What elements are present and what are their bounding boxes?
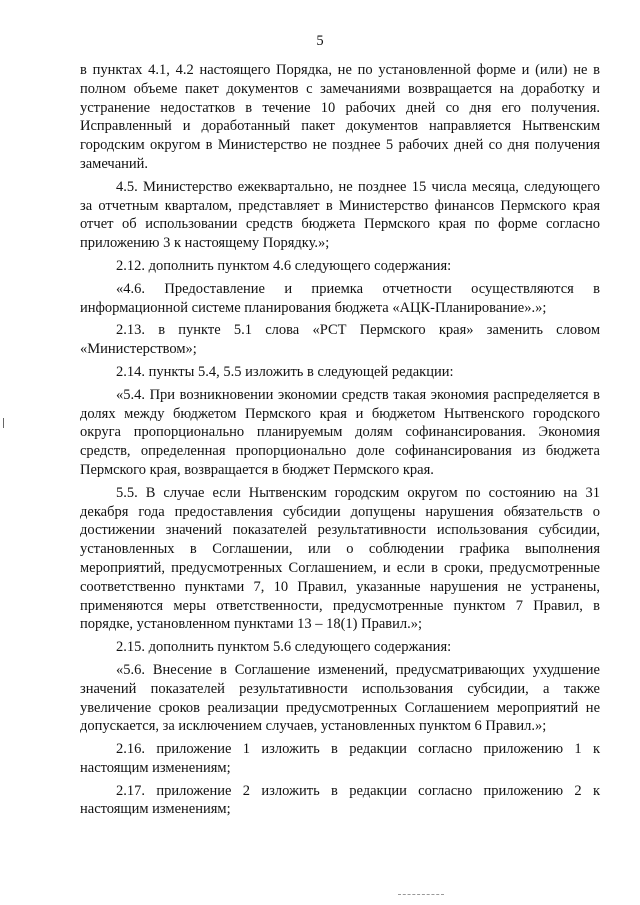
scan-footer-mark xyxy=(398,894,444,896)
paragraph-5-4: «5.4. При возникновении экономии средств такая экономия распределяется в долях между бюджетом Пермского края и бюджетом Нытвенского городского округа пропорционально планируемым долям софинансирования. Экономия средств, определенная пропорционально доле софинансирования из бюджета Пермского края, возвращается в бюджет Пермского края. xyxy=(80,386,600,478)
paragraph-continuation: в пунктах 4.1, 4.2 настоящего Порядка, не по установленной форме и (или) не в полном объеме пакет документов с замечаниями возвращается на доработку и устранение недостатков в течение 10 рабочих дней со дня его получения. Исправленный и доработанный пакет документов направляется Нытвенским городским округом в Министерство не позднее 5 рабочих дней со дня получения замечаний. xyxy=(80,62,600,172)
paragraph-2-15: 2.15. дополнить пунктом 5.6 следующего содержания: xyxy=(116,639,452,656)
document-body xyxy=(80,61,600,823)
paragraph-4-5: 4.5. Министерство ежеквартально, не позднее 15 числа месяца, следующего за отчетным кварталом, представляет в Министерство финансов Пермского края отчет об использовании средств бюджета Пермского края по форме согласно приложению 3 к настоящему Порядку.»; xyxy=(80,178,600,252)
paragraph-2-17: 2.17. приложение 2 изложить в редакции согласно приложению 2 к настоящим изменениям; xyxy=(80,782,600,818)
paragraph-2-16: 2.16. приложение 1 изложить в редакции согласно приложению 1 к настоящим изменениям; xyxy=(80,741,600,776)
paragraph-2-14: 2.14. пункты 5.4, 5.5 изложить в следующей редакции: xyxy=(116,363,454,380)
paragraph-4-6: «4.6. Предоставление и приемка отчетности осуществляются в информационной системе планирования бюджета «АЦК-Планирование».»; xyxy=(80,280,600,316)
paragraph-5-5: 5.5. В случае если Нытвенским городским округом по состоянию на 31 декабря года предоставления субсидии допущены нарушения обязательств о достижении значений показателей результативности использования субсидии, установленных в Соглашении, или о соблюдении графика выполнения мероприятий, предусмотренных Соглашением, и если в сроки, предусмотренные соответственно пунктами 7, 10 Правил, указанные нарушения не устранены, применяются меры ответственности, предусмотренные пунктом 7 Правил, в порядке, установленном пунктами 13 – 18(1) Правил.»; xyxy=(80,484,600,633)
scan-edge-mark xyxy=(3,418,4,428)
paragraph-2-13: 2.13. в пункте 5.1 слова «РСТ Пермского края» заменить словом «Министерством»; xyxy=(80,322,600,358)
paragraph-2-12: 2.12. дополнить пунктом 4.6 следующего содержания: xyxy=(116,257,452,274)
paragraph-5-6: «5.6. Внесение в Соглашение изменений, предусматривающих ухудшение значений показателей результативности использования субсидии, а также увеличение сроков реализации предусмотренных Соглашением мероприятий не допускается, за исключением случаев, установленных пунктом 6 Правил.»; xyxy=(80,661,600,735)
page-number: 5 xyxy=(316,33,324,49)
